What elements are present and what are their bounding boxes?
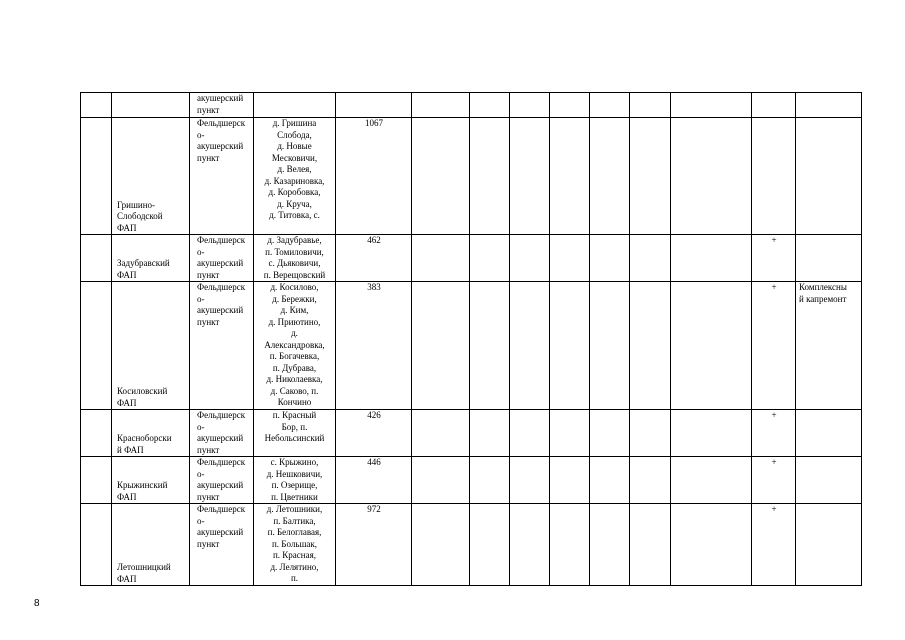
table-row [81, 410, 862, 457]
cell-empty [671, 282, 752, 410]
cell-repair-mark-text: + [771, 410, 777, 420]
cell-population-text: 972 [367, 504, 381, 514]
cell-population [336, 504, 412, 586]
cell-note [796, 93, 862, 118]
cell-population-text: 426 [367, 410, 381, 420]
cell-empty [412, 93, 470, 118]
cell-settlements-text: д. Летошники, п. Балтика, п. Белоглавая, п. Большак, п. Красная, д. Лелятино, п. [266, 504, 323, 583]
cell-population [336, 235, 412, 282]
cell-population-text: 462 [367, 235, 381, 245]
cell-empty [412, 118, 470, 235]
cell-empty [550, 410, 590, 457]
cell-population [336, 282, 412, 410]
cell-empty [550, 93, 590, 118]
cell-repair-mark-text: + [771, 457, 777, 467]
cell-population [336, 410, 412, 457]
cell-facility-name [112, 282, 190, 410]
table-row [81, 93, 862, 118]
cell-empty [470, 93, 510, 118]
cell-empty [470, 282, 510, 410]
cell-empty [671, 504, 752, 586]
cell-settlements [254, 457, 336, 504]
cell-empty [590, 93, 630, 118]
cell-facility-type [190, 504, 254, 586]
cell-repair-mark [752, 410, 796, 457]
cell-empty [590, 118, 630, 235]
cell-settlements-text: д. Косилово, д. Бережки, д. Ким, д. Приютино, д. Александровка, п. Богачевка, п. Дубрава, д. Николаевка, д. Саково, п. Кончино [264, 282, 325, 407]
cell-settlements [254, 410, 336, 457]
cell-empty [671, 235, 752, 282]
cell-number [81, 282, 112, 410]
cell-empty [590, 457, 630, 504]
cell-facility-name [112, 457, 190, 504]
cell-empty [510, 457, 550, 504]
cell-note [796, 118, 862, 235]
cell-settlements-text: д. Гришина Слобода, д. Новые Месковичи, д. Велея, д. Казариновка, д. Коробовка, д. Круча, д. Титовка, с. [264, 118, 325, 220]
cell-population-text: 446 [367, 457, 381, 467]
cell-facility-name-text: Косиловский ФАП [117, 386, 168, 408]
cell-number [81, 504, 112, 586]
cell-empty [550, 282, 590, 410]
cell-empty [470, 235, 510, 282]
cell-facility-type [190, 457, 254, 504]
cell-repair-mark [752, 457, 796, 504]
cell-empty [550, 504, 590, 586]
table-row [81, 282, 862, 410]
cell-population-text: 1067 [365, 118, 383, 128]
cell-note [796, 457, 862, 504]
cell-facility-name-text: Летошницкий ФАП [117, 562, 171, 584]
cell-note-text: Комплексны й капремонт [799, 282, 847, 304]
cell-empty [470, 457, 510, 504]
cell-facility-type-text: Фельдшерск о- акушерский пункт [197, 282, 246, 327]
cell-facility-type-text: Фельдшерск о- акушерский пункт [197, 504, 246, 549]
cell-empty [630, 410, 671, 457]
cell-facility-type-text: Фельдшерск о- акушерский пункт [197, 410, 246, 455]
cell-empty [550, 235, 590, 282]
cell-empty [510, 118, 550, 235]
cell-repair-mark [752, 282, 796, 410]
cell-empty [630, 504, 671, 586]
cell-empty [590, 410, 630, 457]
cell-repair-mark [752, 504, 796, 586]
cell-repair-mark-text: + [771, 282, 777, 292]
cell-number [81, 457, 112, 504]
cell-facility-name-text: Задубравский ФАП [117, 258, 170, 280]
cell-empty [590, 235, 630, 282]
cell-number [81, 410, 112, 457]
cell-empty [590, 282, 630, 410]
cell-population-text: 383 [367, 282, 381, 292]
cell-population [336, 93, 412, 118]
cell-settlements [254, 118, 336, 235]
cell-empty [671, 93, 752, 118]
cell-facility-type-text: Фельдшерск о- акушерский пункт [197, 118, 246, 163]
cell-empty [590, 504, 630, 586]
table-body [81, 93, 862, 586]
cell-settlements-text: д. Задубравье, п. Томиловичи, с. Дьяковичи, п. Верещовский [263, 235, 326, 280]
cell-repair-mark [752, 235, 796, 282]
cell-facility-name [112, 93, 190, 118]
cell-empty [630, 118, 671, 235]
cell-empty [470, 118, 510, 235]
cell-empty [470, 504, 510, 586]
cell-empty [550, 118, 590, 235]
cell-settlements [254, 282, 336, 410]
cell-note [796, 282, 862, 410]
cell-empty [510, 235, 550, 282]
cell-facility-name [112, 235, 190, 282]
cell-note [796, 235, 862, 282]
cell-population [336, 457, 412, 504]
cell-facility-type [190, 235, 254, 282]
cell-empty [671, 118, 752, 235]
cell-settlements-text: с. Крыжино, д. Нешковичи, п. Озерище, п. Цветники [266, 457, 323, 502]
cell-repair-mark-text: + [771, 504, 777, 514]
table-row [81, 235, 862, 282]
cell-empty [412, 410, 470, 457]
cell-empty [510, 282, 550, 410]
cell-empty [510, 410, 550, 457]
cell-repair-mark [752, 118, 796, 235]
cell-settlements [254, 93, 336, 118]
cell-number [81, 118, 112, 235]
cell-facility-name-text: Красноборски й ФАП [117, 433, 172, 455]
cell-empty [510, 504, 550, 586]
cell-number [81, 235, 112, 282]
cell-facility-name [112, 118, 190, 235]
facilities-table [80, 92, 862, 586]
cell-empty [671, 410, 752, 457]
cell-empty [671, 457, 752, 504]
cell-settlements [254, 235, 336, 282]
cell-note [796, 410, 862, 457]
cell-empty [630, 282, 671, 410]
cell-facility-type-text: акушерский пункт [197, 93, 244, 115]
page-number: 8 [34, 598, 40, 609]
cell-empty [412, 235, 470, 282]
cell-facility-name-text: Гришино- Слободской ФАП [117, 199, 163, 233]
cell-facility-type [190, 282, 254, 410]
cell-repair-mark-text: + [771, 235, 777, 245]
cell-facility-type [190, 118, 254, 235]
cell-empty [630, 235, 671, 282]
cell-facility-type-text: Фельдшерск о- акушерский пункт [197, 457, 246, 502]
cell-facility-type-text: Фельдшерск о- акушерский пункт [197, 235, 246, 280]
table-row [81, 457, 862, 504]
cell-facility-name [112, 410, 190, 457]
cell-number [81, 93, 112, 118]
cell-facility-type [190, 410, 254, 457]
cell-settlements [254, 504, 336, 586]
cell-population [336, 118, 412, 235]
cell-facility-name-text: Крыжинский ФАП [117, 480, 168, 502]
cell-empty [412, 504, 470, 586]
cell-empty [510, 93, 550, 118]
cell-empty [630, 93, 671, 118]
cell-empty [412, 282, 470, 410]
cell-note [796, 504, 862, 586]
table-row [81, 504, 862, 586]
cell-settlements-text: п. Красный Бор, п. Небольсинский [264, 410, 325, 443]
cell-repair-mark [752, 93, 796, 118]
cell-empty [550, 457, 590, 504]
cell-facility-name [112, 504, 190, 586]
cell-facility-type [190, 93, 254, 118]
cell-empty [412, 457, 470, 504]
cell-empty [630, 457, 671, 504]
table-row [81, 118, 862, 235]
cell-empty [470, 410, 510, 457]
